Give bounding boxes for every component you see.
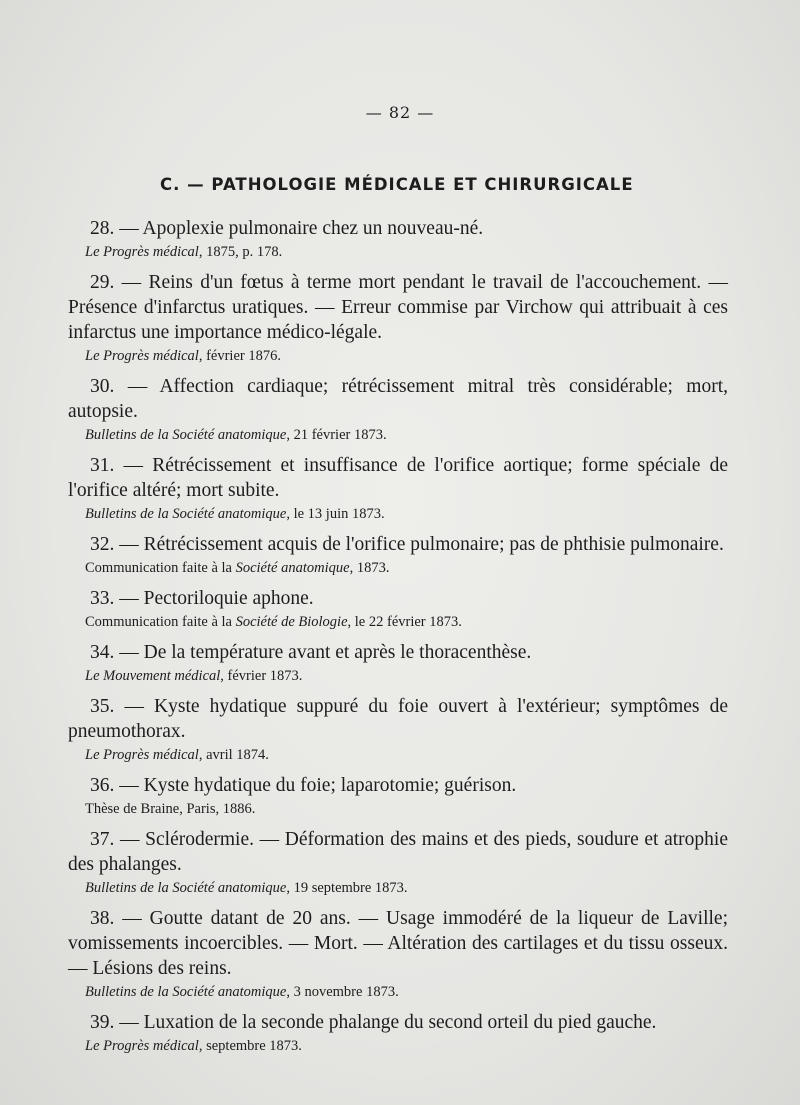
entry-source-suffix: , février 1873. <box>220 668 303 684</box>
bibliography-entry <box>68 374 728 446</box>
bibliography-entry <box>68 532 728 579</box>
entry-title: 35. — Kyste hydatique suppuré du foie ouvert à l'extérieur; symptômes de pneumothorax. <box>68 696 728 742</box>
entry-source-suffix: , 1873. <box>349 560 390 576</box>
entry-source-journal: Le Progrès médical <box>85 348 199 364</box>
entry-source-journal: Bulletins de la Société anatomique <box>85 506 287 522</box>
entry-source-prefix: Communication faite à la <box>85 614 236 630</box>
entry-source <box>68 1035 728 1057</box>
bibliography-entry <box>68 827 728 899</box>
bibliography-entry <box>68 1010 728 1057</box>
entry-source <box>68 665 728 687</box>
entry-title: 39. — Luxation de la seconde phalange du second orteil du pied gauche. <box>90 1012 657 1033</box>
entry-source-suffix: , 3 novembre 1873. <box>286 984 399 1000</box>
entry-source-journal: Bulletins de la Société anatomique <box>85 880 287 896</box>
bibliography-entry <box>68 586 728 633</box>
entry-title: 34. — De la température avant et après le thoracenthèse. <box>90 642 532 663</box>
entry-title: 32. — Rétrécissement acquis de l'orifice pulmonaire; pas de phthisie pulmonaire. <box>90 534 724 555</box>
entry-source <box>68 611 728 633</box>
entry-source-suffix: , avril 1874. <box>198 747 269 763</box>
entry-title: 29. — Reins d'un fœtus à terme mort pendant le travail de l'accouchement. — Présence d'infarctus uratiques. — Erreur commise par Virchow qui attribuait à ces infarctus une importance médico-légale. <box>68 272 728 343</box>
entry-source-suffix: , 21 février 1873. <box>286 427 387 443</box>
entry-title: 38. — Goutte datant de 20 ans. — Usage immodéré de la liqueur de Laville; vomissements incoercibles. — Mort. — Altération des cartilages et du tissu osseux. — Lésions des reins. <box>68 908 728 979</box>
entry-title: 30. — Affection cardiaque; rétrécissement mitral très considérable; mort, autopsie. <box>68 376 728 422</box>
entry-source-journal: Le Progrès médical <box>85 1038 199 1054</box>
entry-title: 31. — Rétrécissement et insuffisance de l'orifice aortique; forme spéciale de l'orifice altéré; mort subite. <box>68 455 728 501</box>
entry-source-suffix: , 19 septembre 1873. <box>286 880 408 896</box>
entry-source <box>68 241 728 263</box>
bibliography-entry <box>68 453 728 525</box>
bibliography-entry <box>68 216 728 263</box>
entry-source-suffix: , 1875, p. 178. <box>198 244 283 260</box>
bibliography-entry <box>68 270 728 367</box>
bibliography-entry <box>68 906 728 1003</box>
entry-source-suffix: , le 13 juin 1873. <box>286 506 385 522</box>
entry-title: 37. — Sclérodermie. — Déformation des mains et des pieds, soudure et atrophie des phalanges. <box>68 829 728 875</box>
entry-source-journal: Société anatomique <box>235 560 350 576</box>
entry-source-suffix: , septembre 1873. <box>198 1038 302 1054</box>
section-heading: C. — PATHOLOGIE MÉDICALE ET CHIRURGICALE <box>160 175 634 194</box>
entry-source <box>68 981 728 1003</box>
entry-title: 36. — Kyste hydatique du foie; laparotomie; guérison. <box>90 775 517 796</box>
entry-title: 28. — Apoplexie pulmonaire chez un nouveau-né. <box>90 218 484 239</box>
entry-source-journal: Le Mouvement médical <box>85 668 221 684</box>
entry-source <box>68 798 728 820</box>
entry-source-journal: Société de Biologie <box>235 614 348 630</box>
page-number: — 82 — <box>365 103 435 122</box>
entry-source <box>68 877 728 899</box>
entry-source-journal: Bulletins de la Société anatomique <box>85 427 287 443</box>
bibliography-list <box>68 216 728 1064</box>
entry-source <box>68 503 728 525</box>
entry-source-journal: Bulletins de la Société anatomique <box>85 984 287 1000</box>
entry-source-suffix: , le 22 février 1873. <box>347 614 462 630</box>
entry-source-journal: Le Progrès médical <box>85 747 199 763</box>
bibliography-entry <box>68 694 728 766</box>
entry-source-prefix: Communication faite à la <box>85 560 236 576</box>
entry-source-journal: Le Progrès médical <box>85 244 199 260</box>
bibliography-entry <box>68 640 728 687</box>
entry-title: 33. — Pectoriloquie aphone. <box>90 588 314 609</box>
entry-source <box>68 345 728 367</box>
entry-source-prefix: Thèse de Braine, Paris, 1886. <box>85 801 256 817</box>
entry-source <box>68 744 728 766</box>
entry-source-suffix: , février 1876. <box>198 348 281 364</box>
entry-source <box>68 557 728 579</box>
bibliography-entry <box>68 773 728 820</box>
entry-source <box>68 424 728 446</box>
